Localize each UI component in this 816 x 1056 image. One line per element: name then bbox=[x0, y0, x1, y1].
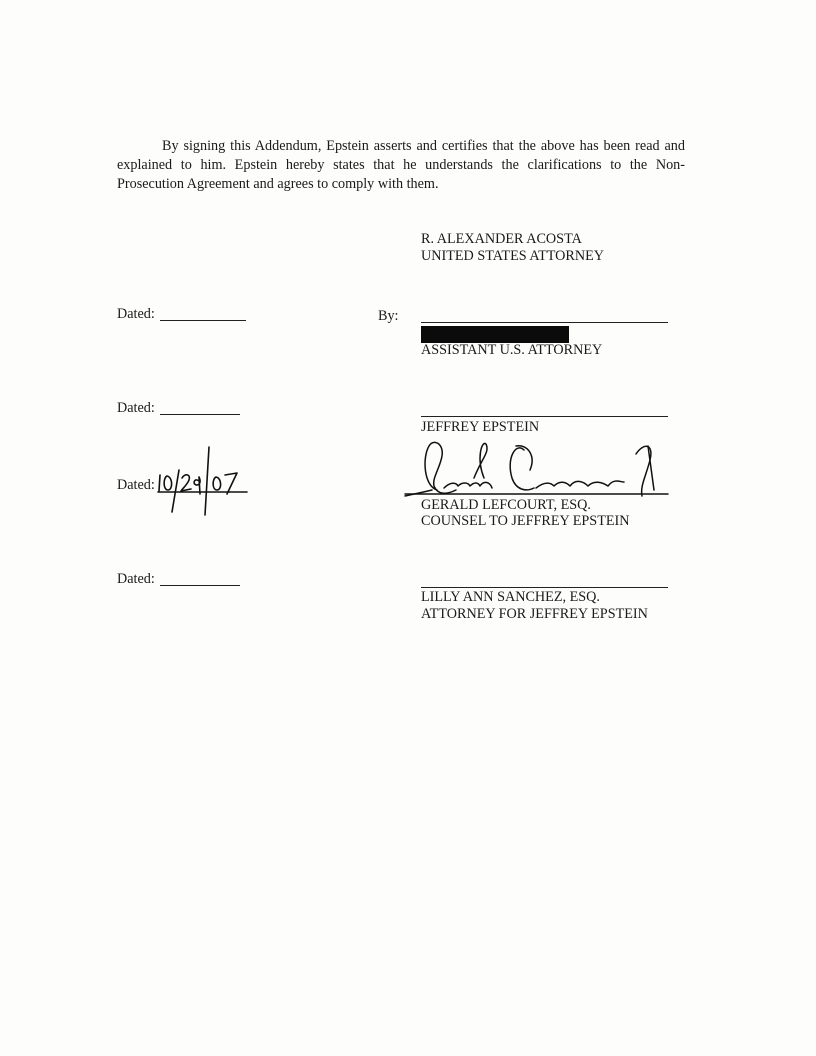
date-line-4 bbox=[160, 585, 240, 586]
sanchez-title: ATTORNEY FOR JEFFREY EPSTEIN bbox=[421, 606, 648, 622]
dated-label-3: Dated: bbox=[117, 477, 155, 493]
body-paragraph: By signing this Addendum, Epstein asserts and certifies that the above has been read and explained to him. Epstein hereby states that he understands the clarifications to the Non-Prosecution Agreement and agrees to comply with them. bbox=[117, 138, 685, 192]
date-line-2 bbox=[160, 414, 240, 415]
dated-label-1: Dated: bbox=[117, 306, 155, 322]
us-attorney-name: R. ALEXANDER ACOSTA bbox=[421, 231, 582, 247]
epstein-name: JEFFREY EPSTEIN bbox=[421, 419, 540, 435]
epstein-signature-line bbox=[421, 416, 668, 417]
lefcourt-title: COUNSEL TO JEFFREY EPSTEIN bbox=[421, 513, 630, 529]
date-line-1 bbox=[160, 320, 246, 321]
assistant-us-attorney-title: ASSISTANT U.S. ATTORNEY bbox=[421, 342, 603, 358]
dated-label-2: Dated: bbox=[117, 400, 155, 416]
dated-label-4: Dated: bbox=[117, 571, 155, 587]
sanchez-signature-line bbox=[421, 587, 668, 588]
sanchez-name: LILLY ANN SANCHEZ, ESQ. bbox=[421, 589, 600, 605]
us-attorney-signature-line bbox=[421, 322, 668, 323]
lefcourt-name: GERALD LEFCOURT, ESQ. bbox=[421, 497, 591, 513]
by-label: By: bbox=[378, 308, 399, 324]
us-attorney-title: UNITED STATES ATTORNEY bbox=[421, 248, 605, 264]
redaction-bar bbox=[421, 326, 569, 343]
handwritten-date bbox=[155, 440, 255, 520]
